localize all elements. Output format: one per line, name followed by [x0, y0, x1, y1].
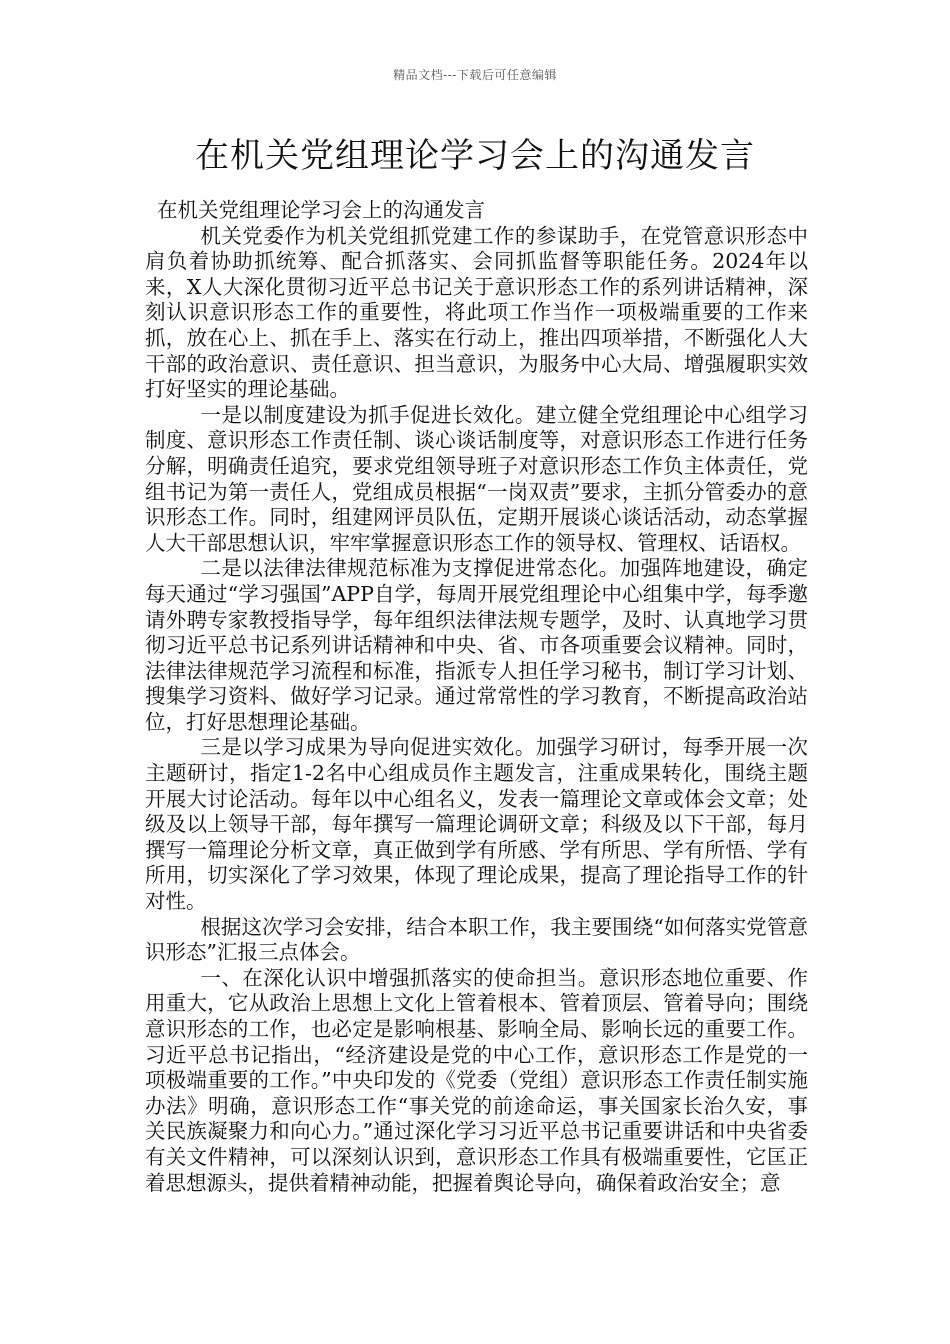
body-paragraph: 二是以法律法律规范标准为支撑促进常态化。加强阵地建设，确定每天通过“学习强国”APP自学，每周开展党组理论中心组集中学，每季邀请外聘专家教授指导学，每年组织法律法规专题学，及时、认真地学习贯彻习近平总书记系列讲话精神和中央、省、市各项重要会议精神。同时，法律法律规范学习流程和标准，指派专人担任学习秘书，制订学习计划、搜集学习资料、做好学习记录。通过常常性的学习教育，不断提高政治站位，打好思想理论基础。 [145, 556, 808, 734]
body-paragraph: 一是以制度建设为抓手促进长效化。建立健全党组理论中心组学习制度、意识形态工作责任制、谈心谈话制度等，对意识形态工作进行任务分解，明确责任追究，要求党组领导班子对意识形态工作负主体责任，党组书记为第一责任人，党组成员根据“一岗双责”要求，主抓分管委办的意识形态工作。同时，组建网评员队伍，定期开展谈心谈话活动，动态掌握人大干部思想认识，牢牢掌握意识形态工作的领导权、管理权、话语权。 [145, 402, 808, 555]
document-body [145, 198, 808, 1196]
body-paragraph: 三是以学习成果为导向促进实效化。加强学习研讨，每季开展一次主题研讨，指定1-2名中心组成员作主题发言，注重成果转化，围绕主题开展大讨论活动。每年以中心组名义，发表一篇理论文章或体会文章；处级及以上领导干部，每年撰写一篇理论调研文章；科级及以下干部，每月撰写一篇理论分析文章，真正做到学有所感、学有所思、学有所悟、学有所用，切实深化了学习效果，体现了理论成果，提高了理论指导工作的针对性。 [145, 735, 808, 914]
body-paragraph: 一、在深化认识中增强抓落实的使命担当。意识形态地位重要、作用重大，它从政治上思想上文化上管着根本、管着顶层、管着导向；围绕意识形态的工作，也必定是影响根基、影响全局、影响长远的重要工作。习近平总书记指出，“经济建设是党的中心工作，意识形态工作是党的一项极端重要的工作。”中央印发的《党委（党组）意识形态工作责任制实施办法》明确，意识形态工作“事关党的前途命运，事关国家长治久安，事关民族凝聚力和向心力。”通过深化学习习近平总书记重要讲话和中央省委有关文件精神，可以深刻认识到，意识形态工作具有极端重要性，它匡正着思想源头，提供着精神动能，把握着舆论导向，确保着政治安全；意 [145, 965, 808, 1195]
running-header: 精品文档---下载后可任意编辑 [393, 68, 557, 82]
body-paragraph: 机关党委作为机关党组抓党建工作的参谋助手，在党管意识形态中肩负着协助抓统筹、配合抓落实、会同抓监督等职能任务。2024年以来，X人大深化贯彻习近平总书记关于意识形态工作的系列讲话精神，深刻认识意识形态工作的重要性，将此项工作当作一项极端重要的工作来抓，放在心上、抓在手上、落实在行动上，推出四项举措，不断强化人大干部的政治意识、责任意识、担当意识，为服务中心大局、增强履职实效打好坚实的理论基础。 [145, 223, 808, 402]
body-paragraph: 根据这次学习会安排，结合本职工作，我主要围绕“如何落实党管意识形态”汇报三点体会。 [145, 914, 808, 965]
document-subtitle: 在机关党组理论学习会上的沟通发言 [157, 198, 485, 222]
document-title: 在机关党组理论学习会上的沟通发言 [195, 136, 755, 176]
